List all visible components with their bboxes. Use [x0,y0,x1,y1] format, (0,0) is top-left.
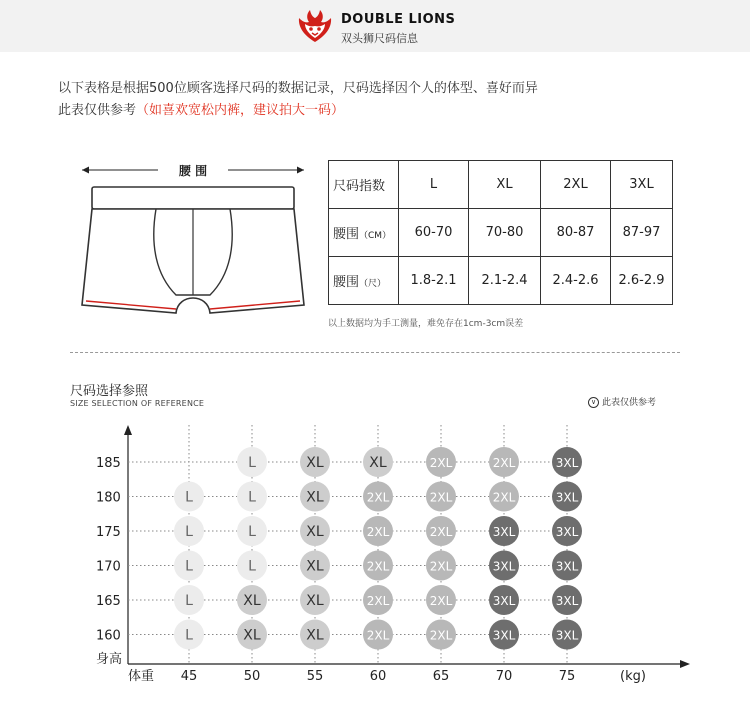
size-bubble-label: XL [306,524,324,540]
size-bubble-label: 3XL [555,628,579,643]
size-bubble-label: 3XL [492,628,516,643]
size-bubble-label: 3XL [555,559,579,574]
size-bubble-label: 2XL [429,490,453,505]
size-bubble-label: 2XL [366,594,390,608]
y-tick-label: 175 [96,525,121,540]
y-axis-arrow-icon [124,425,132,435]
table-note: 以上数据均为手工测量，难免存在1cm-3cm误差 [328,319,524,329]
intro-text [58,78,538,122]
size-bubble-label: 2XL [429,628,453,643]
size-bubble-label: 3XL [492,525,516,539]
y-tick-label: 165 [96,594,121,609]
size-bubble-label: XL [243,627,261,644]
x-tick-label: 50 [243,669,261,684]
size-bubble-label: XL [306,489,324,506]
size-bubble-label: 2XL [429,525,453,539]
x-tick-label: 60 [369,669,387,684]
size-bubble-label: 2XL [366,559,390,574]
size-bubble-label: 3XL [555,594,579,608]
arrow-left-icon [82,167,89,174]
table-cell: 2.4-2.6 [541,257,611,305]
x-tick-label: 45 [180,669,198,684]
intro-line-2 [58,100,538,122]
brand-header [0,0,750,52]
size-bubble-label: 3XL [555,525,579,539]
x-tick-label: 65 [432,669,450,684]
intro-line-2-prefix: 此表仅供参考 [58,103,137,118]
arrow-right-icon [297,167,304,174]
size-bubble-label: L [185,627,193,644]
size-bubble-label: 2XL [429,456,453,470]
section-divider [70,352,680,353]
size-table-header-row [329,161,673,209]
size-bubble-label: 2XL [366,490,390,505]
y-tick-label: 160 [96,628,121,644]
row-label-waist-cm: 腰围（CM） [329,209,399,257]
size-reference-chart [0,420,750,721]
intro-line-1: 以下表格是根据500位顾客选择尺码的数据记录，尺码选择因个人的体型、喜好而异 [58,81,538,96]
size-bubble-label: 3XL [555,456,579,470]
y-tick-label: 170 [96,559,121,575]
waistband [92,187,294,209]
size-bubble-label: L [248,455,256,471]
size-bubble-label: 2XL [492,456,516,470]
size-bubble-label: L [248,558,256,575]
size-bubble-label: 2XL [429,559,453,574]
size-bubble-label: XL [243,593,261,609]
size-bubble-label: XL [306,455,324,471]
size-header-3xl: 3XL [611,161,673,209]
table-cell: 1.8-2.1 [399,257,469,305]
size-bubble-label: 3XL [492,594,516,608]
size-bubble-label: XL [306,593,324,609]
size-bubble-label: L [185,558,193,575]
brand-name: DOUBLE LIONS [341,12,456,27]
size-header-2xl: 2XL [541,161,611,209]
intro-line-2-red: （如喜欢宽松内裤，建议拍大一码） [136,103,345,118]
size-bubble-label: L [185,524,193,540]
x-tick-label: 55 [306,669,324,684]
table-cell: 2.6-2.9 [611,257,673,305]
table-cell: 2.1-2.4 [469,257,541,305]
size-header-l: L [399,161,469,209]
size-bubble-label: 2XL [492,490,516,505]
x-axis-arrow-icon [680,660,690,668]
size-bubble-label: XL [306,627,324,644]
double-lions-logo-icon [295,8,335,44]
table-row [329,209,673,257]
size-bubble-label: L [248,489,256,506]
size-index-header: 尺码指数 [329,161,399,209]
table-cell: 70-80 [469,209,541,257]
x-axis-label: 体重 [128,669,155,684]
x-unit-label: (kg) [620,669,646,684]
size-bubble-label: 2XL [366,525,390,539]
reference-subtitle: SIZE SELECTION OF REFERENCE [70,399,205,408]
size-bubble-label: 2XL [429,594,453,608]
table-cell: 60-70 [399,209,469,257]
reference-note: ∨ 此表仅供参考 [588,395,656,408]
size-table [328,160,673,305]
y-tick-label: 180 [96,490,121,506]
size-bubble-label: L [185,489,193,506]
x-tick-label: 75 [558,669,576,684]
table-row [329,257,673,305]
row-label-waist-chi: 腰围（尺） [329,257,399,305]
size-bubble-label: 3XL [492,559,516,574]
size-bubble-label: L [185,593,193,609]
size-bubble-label: 2XL [366,628,390,643]
x-tick-label: 70 [495,669,513,684]
size-bubble-label: XL [369,455,387,471]
size-bubble-label: XL [306,558,324,575]
brand-subtitle: 双头狮尺码信息 [341,32,418,45]
waist-label: 腰 围 [178,164,208,178]
chevron-down-circle-icon: ∨ [588,397,599,408]
table-cell: 80-87 [541,209,611,257]
size-header-xl: XL [469,161,541,209]
reference-title: 尺码选择参照 [70,384,149,399]
boxer-diagram [78,155,308,325]
size-bubble-label: L [248,524,256,540]
size-bubble-label: 3XL [555,490,579,505]
y-axis-label: 身高 [96,652,123,667]
table-cell: 87-97 [611,209,673,257]
y-tick-label: 185 [96,456,121,471]
